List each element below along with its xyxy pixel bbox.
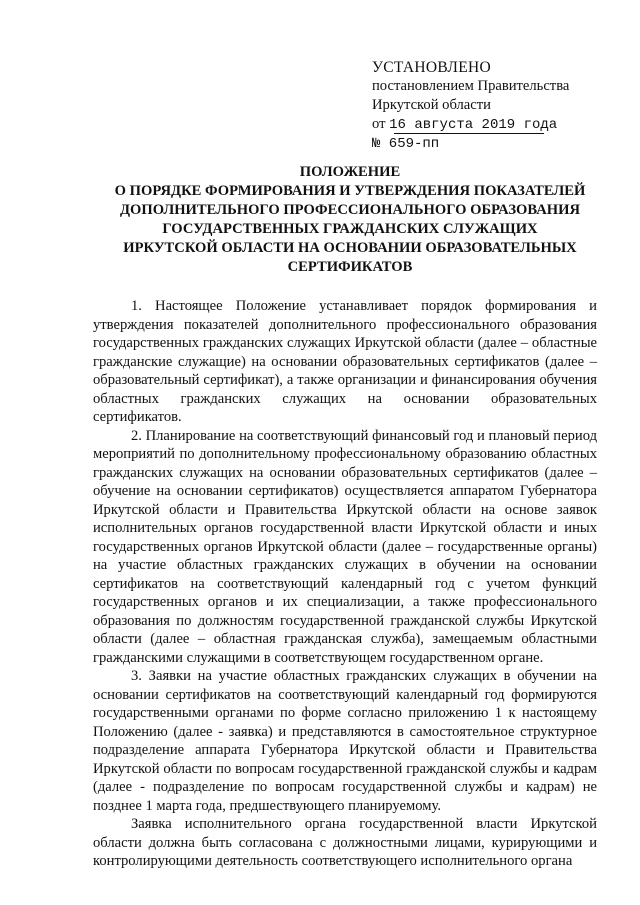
- approval-date-value: 16 августа 2019 года: [389, 117, 558, 133]
- approval-stamp: [372, 58, 622, 154]
- title-line-6: СЕРТИФИКАТОВ: [287, 259, 413, 275]
- paragraph-1: 1. Настоящее Положение устанавливает порядок формирования и утверждения показателей дополнительного профессионального образования государственных гражданских служащих Иркутской области (далее – областные гражданские служащие) на основании образовательных сертификатов (далее – образовательный сертификат), а также организации и финансирования обучения областных гражданских служащих на основании образовательных сертификатов.: [93, 298, 597, 425]
- date-underline: [394, 133, 544, 134]
- approval-heading: УСТАНОВЛЕНО: [372, 59, 492, 76]
- title-line-5: ИРКУТСКОЙ ОБЛАСТИ НА ОСНОВАНИИ ОБРАЗОВАТЕЛЬНЫХ: [123, 240, 577, 256]
- approval-number: № 659-пп: [372, 136, 440, 152]
- paragraph-2: 2. Планирование на соответствующий финансовый год и плановый период мероприятий по дополнительному профессиональному образованию областных гражданских служащих на основании образовательных сертификатов (далее – обучение на основании сертификатов) осуществляется аппаратом Губернатора Иркутской области и Правительства Иркутской области на основе заявок исполнительных органов государственной власти Иркутской области и иных государственных органов Иркутской области (далее – государственные органы) на участие областных гражданских служащих в обучении на основании сертификатов на соответствующий календарный год с учетом функций государственных органов и их специализации, а также профессионального образования по должностям государственной гражданской службы Иркутской области (далее – областная гражданская служба), замещаемым областными гражданскими служащими в соответствующем государственном органе.: [93, 427, 597, 666]
- approval-decree-line: постановлением Правительства: [372, 78, 570, 94]
- paragraph-3: 3. Заявки на участие областных гражданских служащих в обучении на основании сертификатов на соответствующий календарный год формируются государственными органами по форме согласно приложению 1 к настоящему Положению (далее - заявка) и представляются в самостоятельное структурное подразделение аппарата Губернатора Иркутской области и Правительства Иркутской области по вопросам государственной гражданской службы и кадрам (далее - подразделение по вопросам государственной службы и кадрам) не позднее 1 марта года, предшествующего планируемому.: [93, 668, 597, 814]
- document-title: [92, 163, 608, 277]
- title-line-4: ГОСУДАРСТВЕННЫХ ГРАЖДАНСКИХ СЛУЖАЩИХ: [162, 221, 538, 237]
- paragraph-4: Заявка исполнительного органа государственной власти Иркутской области должна быть согласована с должностными лицами, курирующими и контролирующими деятельность соответствующего исполнительного органа: [93, 816, 597, 869]
- title-line-1: ПОЛОЖЕНИЕ: [299, 164, 401, 180]
- approval-date-prefix: от: [372, 116, 386, 132]
- title-line-3: ДОПОЛНИТЕЛЬНОГО ПРОФЕССИОНАЛЬНОГО ОБРАЗОВАНИЯ: [119, 202, 581, 218]
- document-body: [93, 297, 597, 871]
- title-line-2: О ПОРЯДКЕ ФОРМИРОВАНИЯ И УТВЕРЖДЕНИЯ ПОКАЗАТЕЛЕЙ: [114, 183, 586, 199]
- approval-region-line: Иркутской области: [372, 97, 491, 113]
- approval-date-line: [372, 115, 622, 135]
